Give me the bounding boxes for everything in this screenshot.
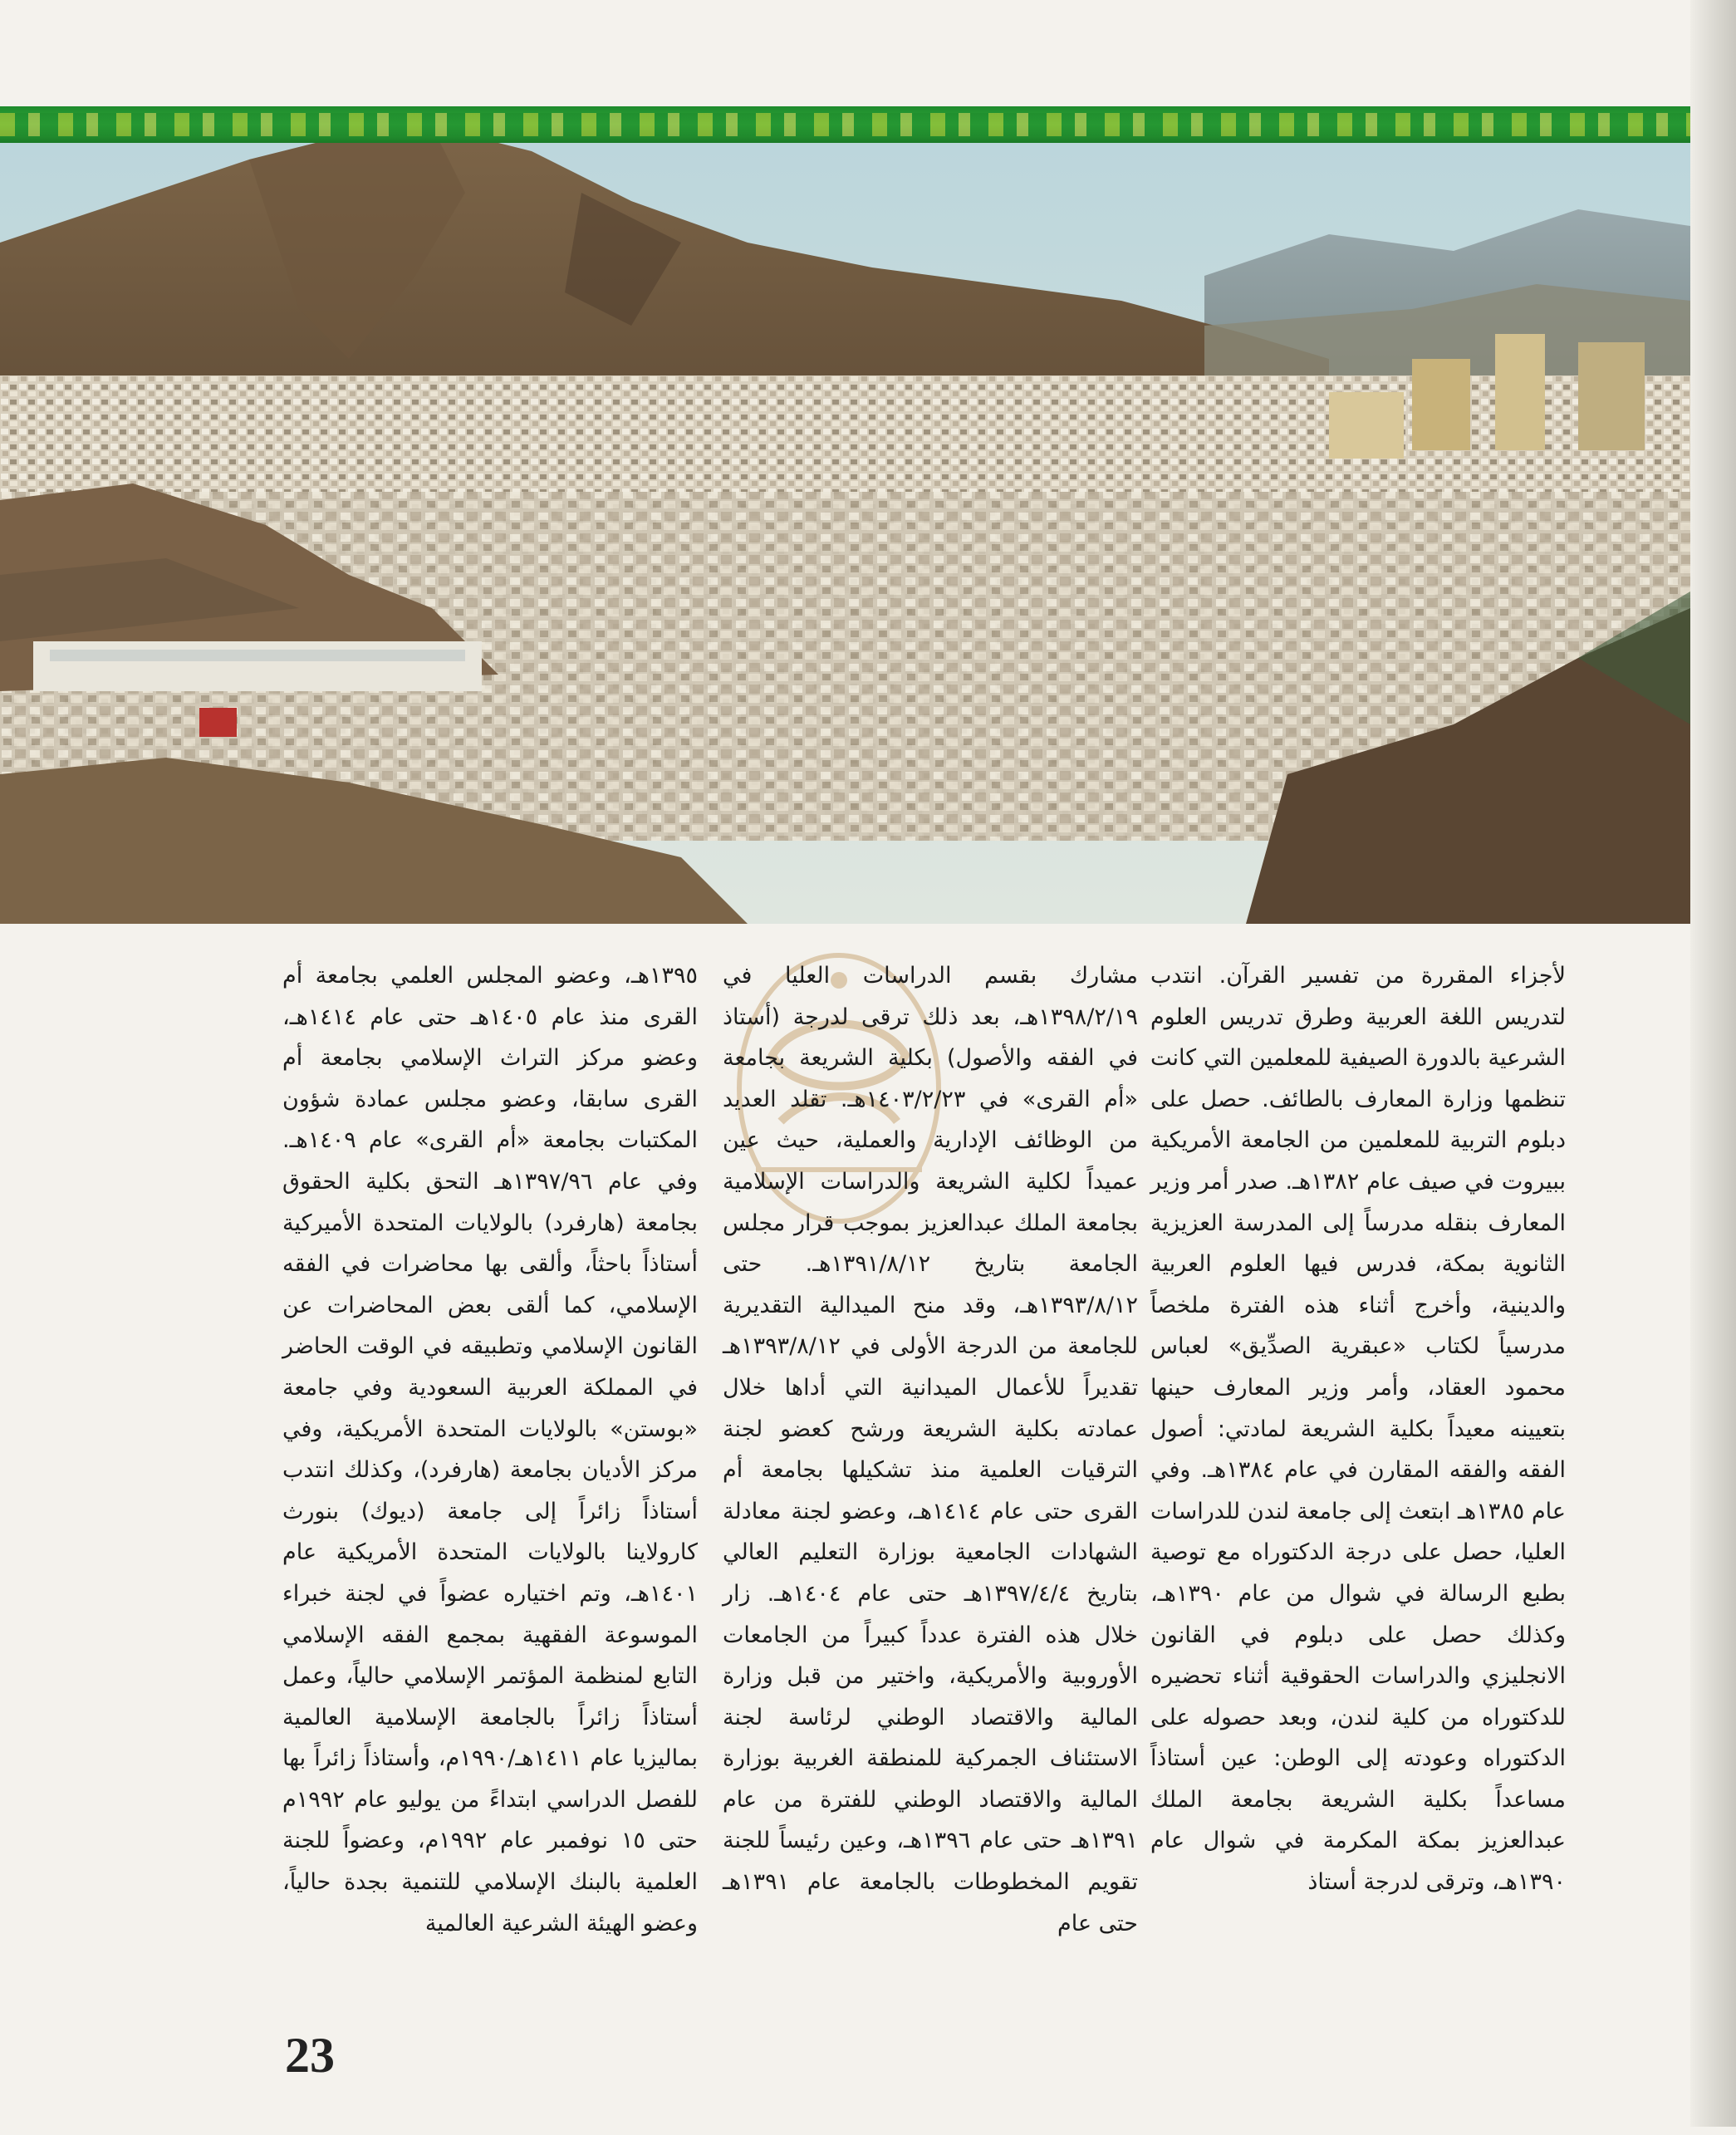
page-number: 23 [285, 2028, 335, 2083]
article-text-left: ١٣٩٥هـ، وعضو المجلس العلمي بجامعة أم القرى منذ عام ١٤٠٥هـ حتى عام ١٤١٤هـ، وعضو مركز التراث الإسلامي بجامعة أم القرى سابقا، وعضو مجلس عمادة شؤون المكتبات بجامعة «أم القرى» عام ١٤٠٩هـ. وفي عام ١٣٩٧/٩٦هـ التحق بكلية الحقوق بجامعة (هارفرد) بالولايات المتحدة الأميركية أستاذاً باحثاً، وألقى بها محاضرات في الفقه الإسلامي، كما ألقى بعض المحاضرات عن القانون الإسلامي وتطبيقه في الوقت الحاضر في المملكة العربية السعودية وفي جامعة «بوستن» بالولايات المتحدة الأمريكية، وفي مركز الأديان بجامعة (هارفرد)، وكذلك انتدب أستاذاً زائراً إلى جامعة (ديوك) بنورث كارولاينا بالولايات المتحدة الأمريكية عام ١٤٠١هـ، وتم اختياره عضواً في لجنة خبراء الموسوعة الفقهية بمجمع الفقه الإسلامي التابع لمنظمة المؤتمر الإسلامي حالياً، وعمل أستاذاً زائراً بالجامعة الإسلامية العالمية بماليزيا عام ١٤١١هـ/١٩٩٠م، وأستاذاً زائراً بها للفصل الدراسي ابتداءً من يوليو عام ١٩٩٢م حتى ١٥ نوفمبر عام ١٩٩٢م، وعضواً للجنة العلمية بالبنك الإسلامي للتنمية بجدة حالياً، وعضو الهيئة الشرعية العالمية [282, 963, 698, 1936]
city-panorama-photo [0, 143, 1690, 924]
article-text-middle: مشارك بقسم الدراسات العليا في ١٣٩٨/٢/١٩هـ، بعد ذلك ترقى لدرجة (أستاذ في الفقه والأصول) بكلية الشريعة بجامعة «أم القرى» في ١٤٠٣/٢/٢٣هـ. تقلد العديد من الوظائف الإدارية والعملية، حيث عين عميداً لكلية الشريعة والدراسات الإسلامية بجامعة الملك عبدالعزيز بموجب قرار مجلس الجامعة بتاريخ ١٣٩١/٨/١٢هـ. حتى ١٣٩٣/٨/١٢هـ، وقد منح الميدالية التقديرية للجامعة من الدرجة الأولى في ١٣٩٣/٨/١٢هـ تقديراً للأعمال الميدانية التي أداها خلال عمادته بكلية الشريعة ورشح كعضو لجنة الترقيات العلمية منذ تشكيلها بجامعة أم القرى حتى عام ١٤١٤هـ، وعضو لجنة معادلة الشهادات الجامعية بوزارة التعليم العالي بتاريخ ١٣٩٧/٤/٤هـ حتى عام ١٤٠٤هـ. زار خلال هذه الفترة عدداً كبيراً من الجامعات الأوروبية والأمريكية، واختير من قبل وزارة المالية والاقتصاد الوطني لرئاسة لجنة الاستئناف الجمركية للمنطقة الغربية بوزارة المالية والاقتصاد الوطني للفترة من عام ١٣٩١هـ حتى عام ١٣٩٦هـ، وعين رئيساً للجنة تقويم المخطوطات بالجامعة عام ١٣٩١هـ حتى عام [723, 963, 1139, 1936]
page-gutter [1690, 0, 1736, 2127]
ornament-strip [0, 113, 1690, 136]
decorative-green-band [0, 106, 1690, 143]
article-column-left [282, 955, 698, 2135]
article-column-right [1150, 955, 1566, 2135]
article-text-right: لأجزاء المقررة من تفسير القرآن. انتدب لتدريس اللغة العربية وطرق تدريس العلوم الشرعية بالدورة الصيفية للمعلمين التي كانت تنظمها وزارة المعارف بالطائف. حصل على دبلوم التربية للمعلمين من الجامعة الأمريكية ببيروت في صيف عام ١٣٨٢هـ. صدر أمر وزير المعارف بنقله مدرساً إلى المدرسة العزيزية الثانوية بمكة، فدرس فيها العلوم العربية والدينية، وأخرج أثناء هذه الفترة ملخصاً مدرسياً لكتاب «عبقرية الصدِّيق» لعباس محمود العقاد، وأمر وزير المعارف حينها بتعيينه معيداً بكلية الشريعة لمادتي: أصول الفقه والفقه المقارن في عام ١٣٨٤هـ. وفي عام ١٣٨٥هـ ابتعث إلى جامعة لندن للدراسات العليا، حصل على درجة الدكتوراه مع توصية بطبع الرسالة في شوال من عام ١٣٩٠هـ، وكذلك حصل على دبلوم في القانون الانجليزي والدراسات الحقوقية أثناء تحضيره للدكتوراه من كلية لندن، وبعد حصوله على الدكتوراه وعودته إلى الوطن: عين أستاذاً مساعداً بكلية الشريعة بجامعة الملك عبدالعزيز بمكة المكرمة في شوال عام ١٣٩٠هـ، وترقى لدرجة أستاذ [1150, 963, 1567, 1896]
mountain-city-panorama-icon [0, 143, 1690, 924]
article-column-middle [723, 955, 1138, 2135]
